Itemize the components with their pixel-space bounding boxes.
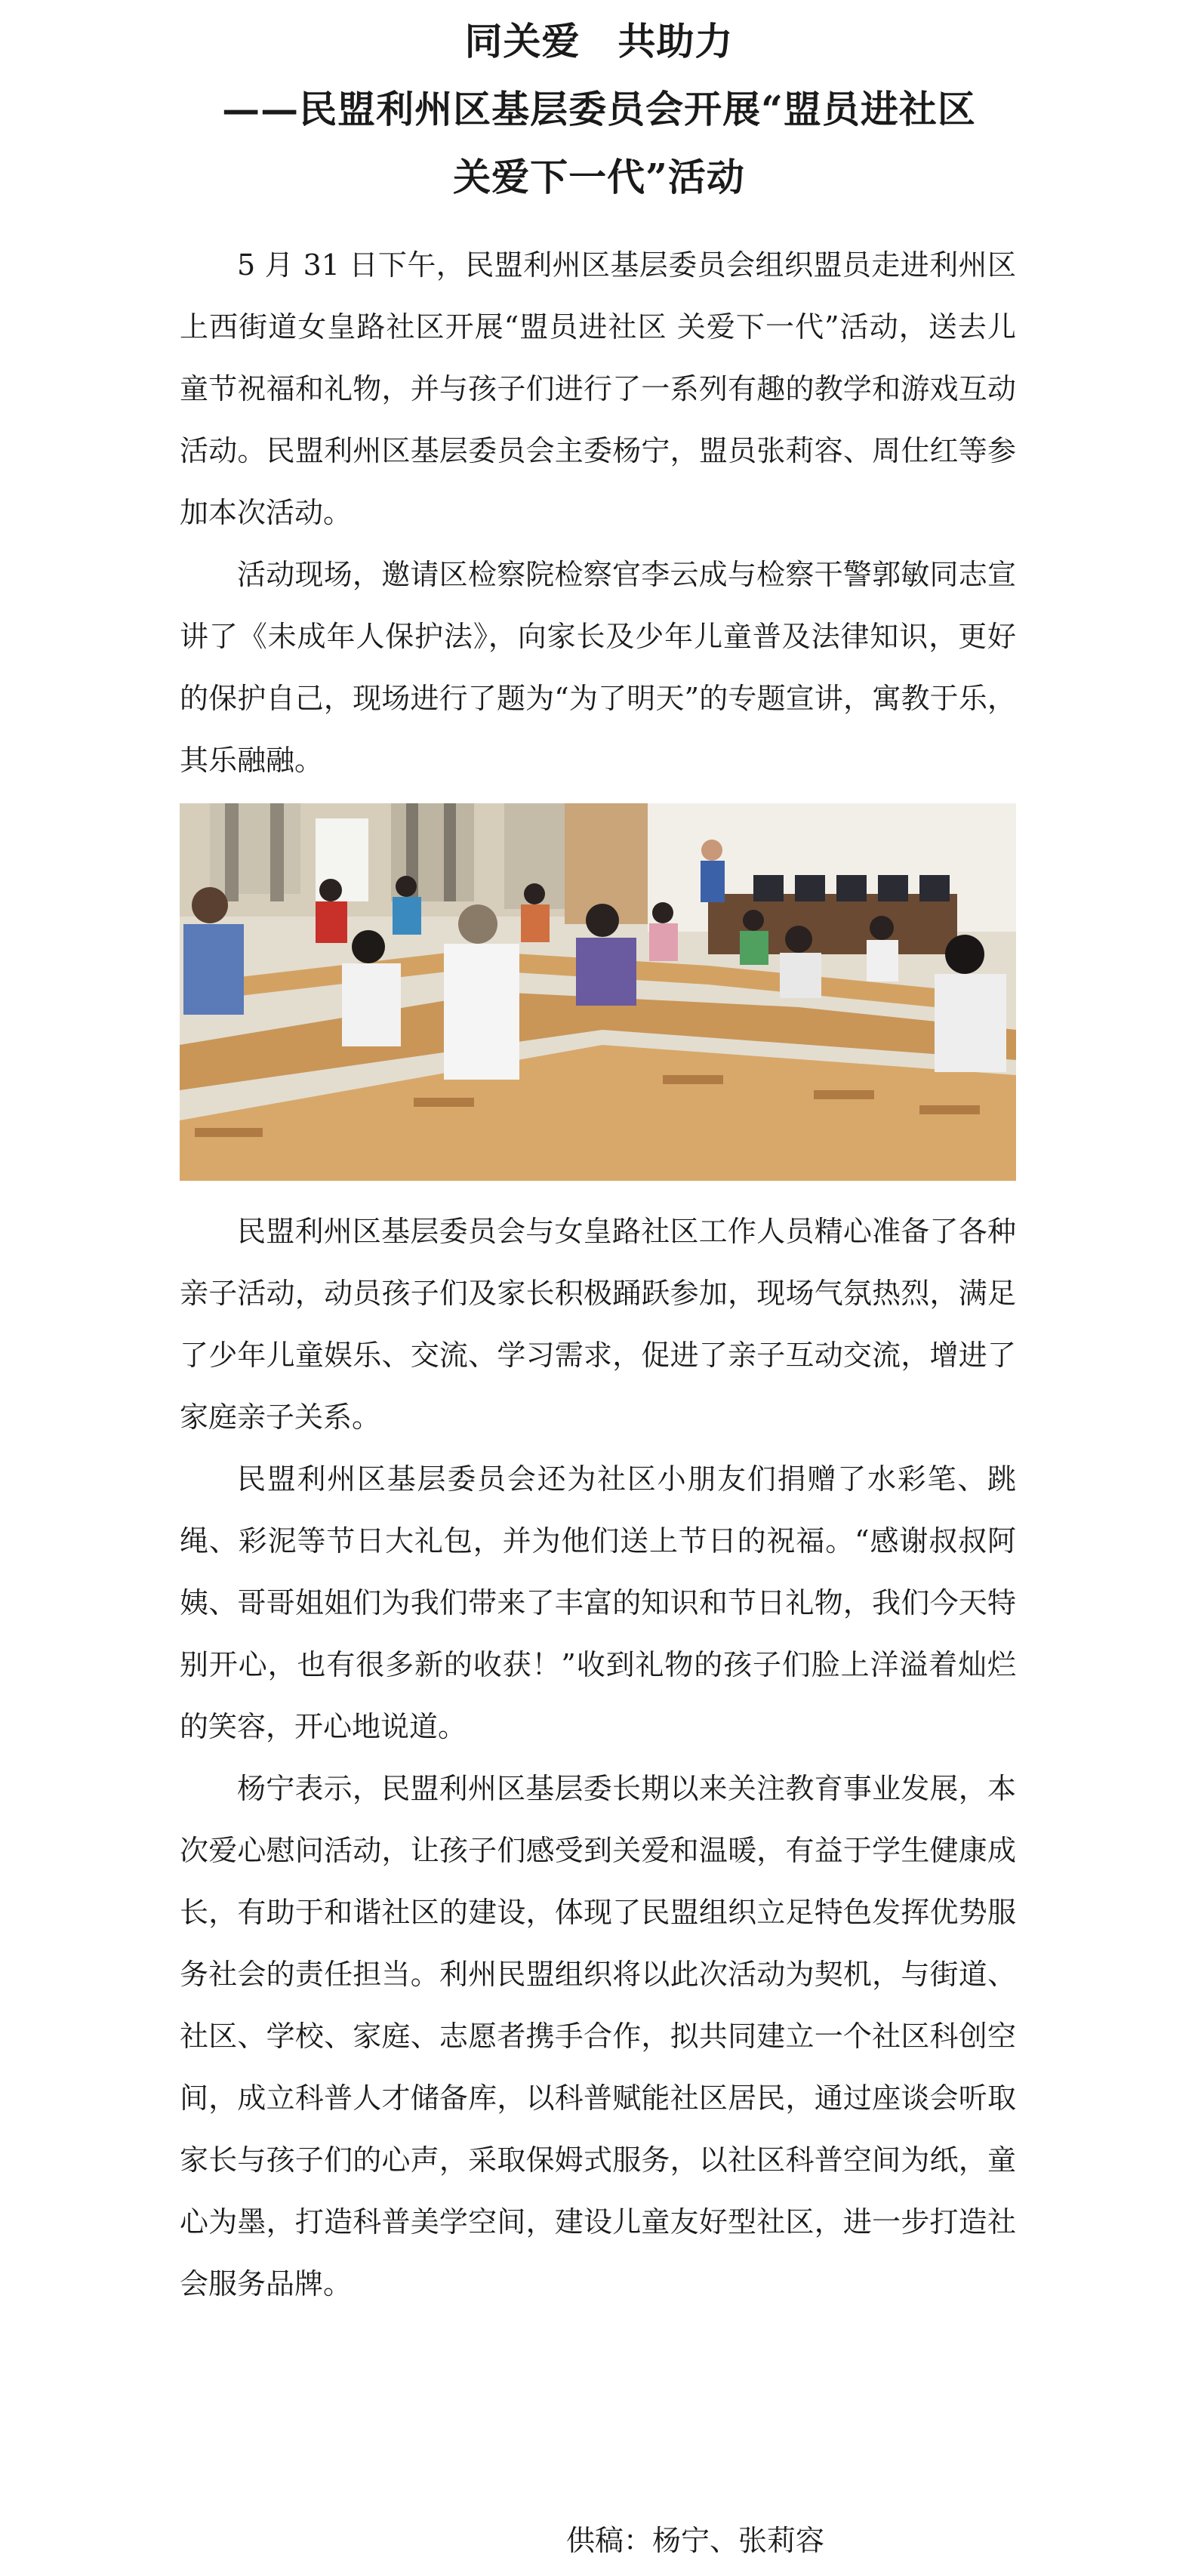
paragraph-2: 活动现场，邀请区检察院检察官李云成与检察干警郭敏同志宣讲了《未成年人保护法》，向家长及少年儿童普及法律知识，更好的保护自己，现场进行了题为“为了明天”的专题宣讲，寓教于乐，其乐融融。 (180, 558, 1016, 777)
event-photo (180, 803, 1016, 1181)
paragraph-5: 杨宁表示，民盟利州区基层委长期以来关注教育事业发展，本次爱心慰问活动，让孩子们感受到关爱和温暖，有益于学生健康成长，有助于和谐社区的建设，体现了民盟组织立足特色发挥优势服务社会的责任担当。利州民盟组织将以此次活动为契机，与街道、社区、学校、家庭、志愿者携手合作，拟共同建立一个社区科创空间，成立科普人才储备库，以科普赋能社区居民，通过座谈会听取家长与孩子们的心声，采取保姆式服务，以社区科普空间为纸，童心为墨，打造科普美学空间，建设儿童友好型社区，进一步打造社会服务品牌。 (180, 1772, 1016, 2300)
title-main-part-a: 同关爱 (464, 19, 581, 63)
title-line-1 (0, 8, 1198, 75)
paragraph-4: 民盟利州区基层委员会还为社区小朋友们捐赠了水彩笔、跳绳、彩泥等节日大礼包，并为他们送上节日的祝福。“感谢叔叔阿姨、哥哥姐姐们为我们带来了丰富的知识和节日礼物，我们今天特别开心，也有很多新的收获！”收到礼物的孩子们脸上洋溢着灿烂的笑容，开心地说道。 (180, 1462, 1016, 1743)
article-body (180, 234, 1016, 2315)
title-main-part-b: 共助力 (617, 19, 734, 63)
source-credit: 供稿：杨宁、张莉容 (566, 2524, 825, 2557)
article-title (0, 8, 1198, 211)
paragraph-3: 民盟利州区基层委员会与女皇路社区工作人员精心准备了各种亲子活动，动员孩子们及家长积极踊跃参加，现场气氛热烈，满足了少年儿童娱乐、交流、学习需求，促进了亲子互动交流，增进了家庭亲子关系。 (180, 1215, 1016, 1434)
paragraph-1: 5 月 31 日下午，民盟利州区基层委员会组织盟员走进利州区上西街道女皇路社区开展“盟员进社区 关爱下一代”活动，送去儿童节祝福和礼物，并与孩子们进行了一系列有趣的教学和游戏互动活动。民盟利州区基层委员会主委杨宁，盟员张莉容、周仕红等参加本次活动。 (180, 248, 1016, 529)
title-line-2: ——民盟利州区基层委员会开展“盟员进社区 (222, 87, 976, 131)
title-line-3: 关爱下一代”活动 (453, 155, 745, 199)
